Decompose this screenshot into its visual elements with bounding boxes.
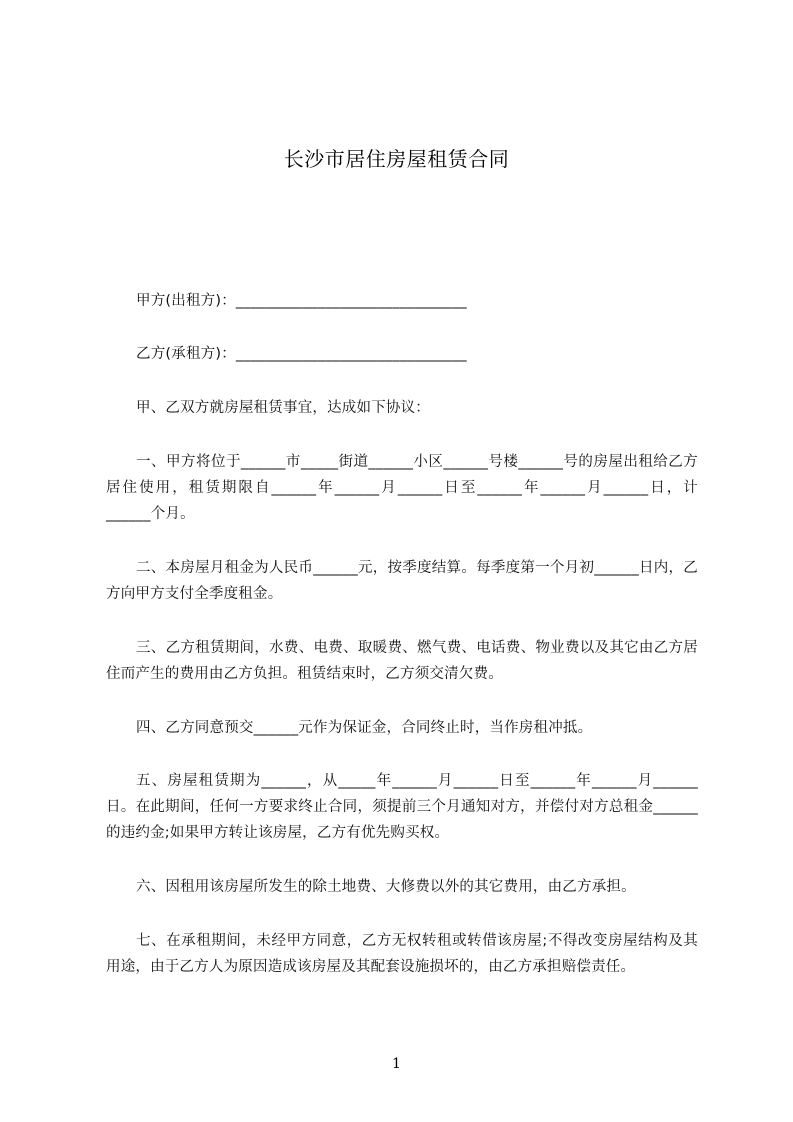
clause-4: 四、乙方同意预交______元作为保证金，合同终止时，当作房租冲抵。 bbox=[136, 720, 593, 736]
document-title: 长沙市居住房屋租赁合同 bbox=[283, 147, 510, 171]
page-number: 1 bbox=[392, 1056, 401, 1072]
clause-1: 一、甲方将位于______市_____街道______小区______号楼______号的房屋出租给乙方居住使用，租赁期限自______年______月______日至______年______月______日，计______个月。 bbox=[106, 454, 698, 522]
party-b-line: 乙方(承租方)：_______________________________ bbox=[136, 346, 467, 362]
clause-2: 二、本房屋月租金为人民币______元，按季度结算。每季度第一个月初______日内，乙方向甲方支付全季度租金。 bbox=[106, 560, 698, 602]
party-a-line: 甲方(出租方)：_______________________________ bbox=[136, 293, 467, 309]
clause-5: 五、房屋租赁期为______，从_____年______月______日至______年______月______日。在此期间，任何一方要求终止合同，须提前三个月通知对方，并偿付对方总租金______的违约金;如果甲方转让该房屋，乙方有优先购买权。 bbox=[106, 773, 698, 841]
clause-3: 三、乙方租赁期间，水费、电费、取暖费、燃气费、电话费、物业费以及其它由乙方居住而产生的费用由乙方负担。租赁结束时，乙方须交清欠费。 bbox=[106, 640, 698, 682]
clause-6: 六、因租用该房屋所发生的除土地费、大修费以外的其它费用，由乙方承担。 bbox=[136, 879, 636, 895]
intro-paragraph: 甲、乙双方就房屋租赁事宜，达成如下协议： bbox=[136, 400, 430, 416]
clause-7: 七、在承租期间，未经甲方同意，乙方无权转租或转借该房屋;不得改变房屋结构及其用途，由于乙方人为原因造成该房屋及其配套设施损坏的，由乙方承担赔偿责任。 bbox=[106, 933, 698, 975]
